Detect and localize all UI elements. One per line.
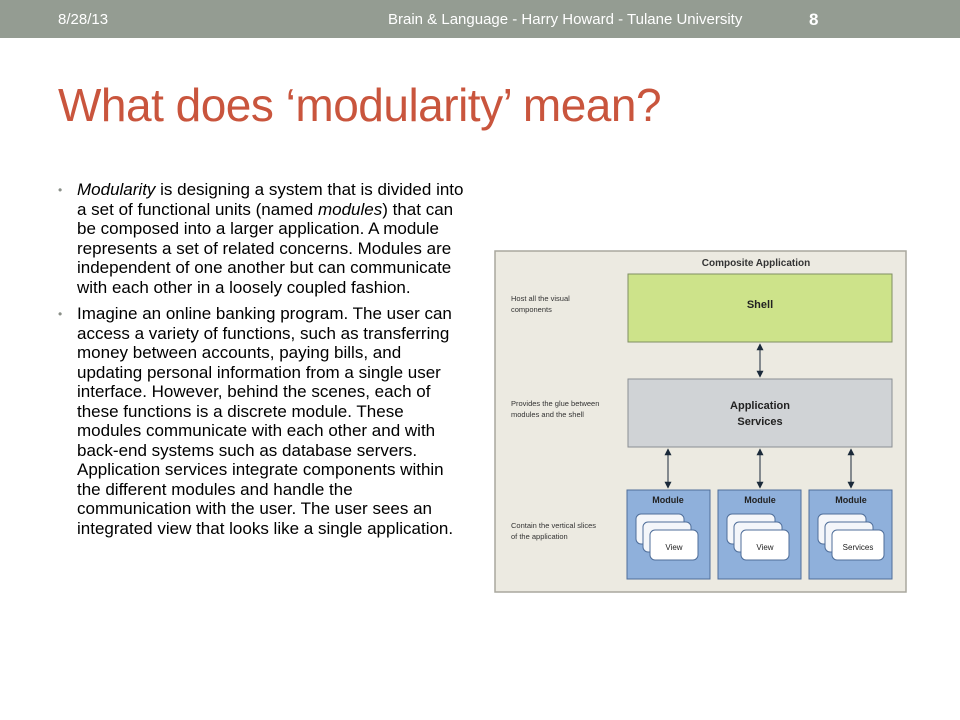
note-services-line2: modules and the shell <box>511 410 584 419</box>
module-box <box>627 490 710 579</box>
composite-application-diagram <box>494 250 908 594</box>
module-inner-label: View <box>756 543 774 552</box>
bullet-text: is designing a system that is divided into a set of functional units (named <box>77 180 464 219</box>
note-modules-line2: of the application <box>511 532 568 541</box>
bullet-text: Imagine an online banking program. The user can access a variety of functions, such as transferring money between accounts, paying bills, and updating personal information from a single user interface. However, behind the scenes, each of these functions is a discrete module. These modules communicate with each other and with back-end systems such as database servers. Application services integrate components within the different modules and handle the communication with the user. The user sees an integrated view that looks like a single application. <box>77 304 454 538</box>
bullet-text: ) that can be composed into a larger application. A module represents a set of related concerns. Modules are independent of one another but can communicate with each other in a loosely coupled fashion. <box>77 199 454 297</box>
services-label-line2: Services <box>737 416 783 428</box>
note-services-line1: Provides the glue between <box>511 399 600 408</box>
bullet-list <box>58 180 470 545</box>
term-modules: modules <box>317 199 383 219</box>
term-modularity: Modularity <box>77 180 156 199</box>
note-shell-line1: Host all the visual <box>511 294 570 303</box>
slide-title: What does ‘modularity’ mean? <box>58 79 662 131</box>
note-modules-line1: Contain the vertical slices <box>511 521 597 530</box>
note-shell-line2: components <box>511 305 552 314</box>
diagram-title: Composite Application <box>701 258 811 269</box>
header-date: 8/28/13 <box>58 11 109 28</box>
module-label: Module <box>835 495 867 505</box>
module-label: Module <box>744 495 776 505</box>
header-bar <box>0 0 960 38</box>
bullet-item <box>58 180 470 297</box>
header-course: Brain & Language - Harry Howard - Tulane University <box>388 11 743 28</box>
module-inner-label: View <box>665 543 683 552</box>
bullet-item <box>58 304 470 538</box>
module-box <box>718 490 801 579</box>
bullet-dot: • <box>58 183 63 197</box>
module-label: Module <box>652 495 684 505</box>
bullet-dot: • <box>58 307 63 321</box>
services-label-line1: Application <box>730 400 790 412</box>
module-box <box>809 490 892 579</box>
services-box <box>628 379 892 447</box>
shell-label: Shell <box>746 299 774 311</box>
module-inner-label: Services <box>842 543 874 552</box>
page-number: 8 <box>809 10 819 29</box>
